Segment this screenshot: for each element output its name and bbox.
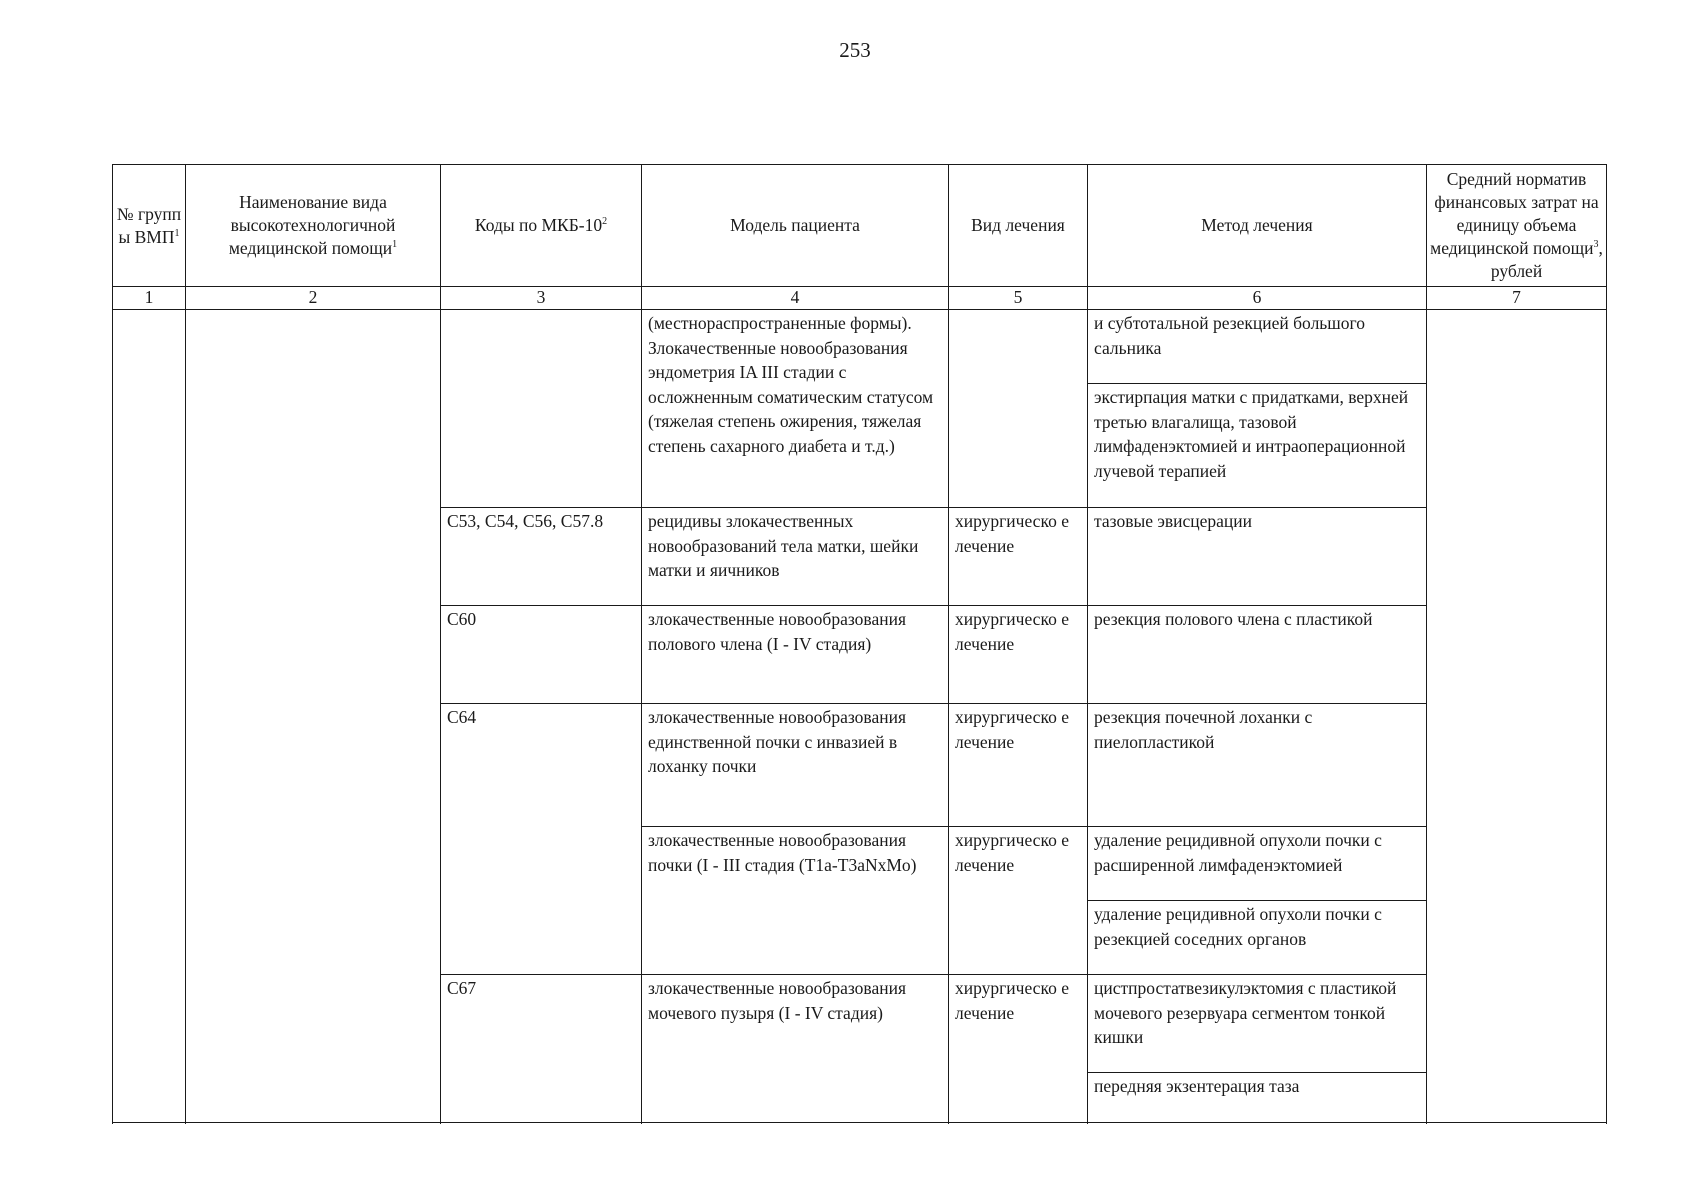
treatment-method-cell: и субтотальной резекцией большого сальника [1088, 310, 1427, 384]
patient-model-cell: злокачественные новообразования почки (I - III стадия (T1a-T3aNxMo) [642, 827, 949, 975]
treatment-method-cell: цистпростатвезикулэктомия с пластикой мочевого резервуара сегментом тонкой кишки [1088, 975, 1427, 1073]
patient-model-cell: злокачественные новообразования мочевого пузыря (I - IV стадия) [642, 975, 949, 1123]
treatment-method-cell: удаление рецидивной опухоли почки с резекцией соседних органов [1088, 901, 1427, 975]
treatment-method-cell: экстирпация матки с придатками, верхней третью влагалища, тазовой лимфаденэктомией и интраоперационной лучевой терапией [1088, 384, 1427, 508]
column-number: 1 [113, 287, 186, 310]
codes-cell: C53, C54, C56, C57.8 [441, 508, 642, 606]
table-row [113, 310, 1607, 384]
treatment-type-cell: хирургическо е лечение [949, 975, 1088, 1123]
header-icd-codes: Коды по МКБ-$10^2$ [441, 165, 642, 287]
patient-model-cell: злокачественные новообразования полового члена (I - IV стадия) [642, 606, 949, 704]
group-number-cell [113, 310, 186, 1123]
header-care-type: Наименование вида высокотехнологичной медицинской помощи$^1$ [186, 165, 441, 287]
patient-model-cell: злокачественные новообразования единственной почки с инвазией в лоханку почки [642, 704, 949, 827]
treatment-method-cell: удаление рецидивной опухоли почки с расширенной лимфаденэктомией [1088, 827, 1427, 901]
codes-cell: C60 [441, 606, 642, 704]
codes-cell: C67 [441, 975, 642, 1123]
column-number: 2 [186, 287, 441, 310]
header-group-number: № групп ы ВМП$^1$ [113, 165, 186, 287]
care-type-cell [186, 310, 441, 1123]
codes-cell [441, 310, 642, 508]
column-number: 4 [642, 287, 949, 310]
vmp-table [112, 164, 1607, 1123]
treatment-method-cell: резекция почечной лоханки с пиелопластикой [1088, 704, 1427, 827]
column-number: 3 [441, 287, 642, 310]
treatment-method-cell: резекция полового члена с пластикой [1088, 606, 1427, 704]
column-number: 6 [1088, 287, 1427, 310]
header-treatment-type: Вид лечения [949, 165, 1088, 287]
treatment-type-cell: хирургическо е лечение [949, 508, 1088, 606]
page-number: 253 [839, 38, 871, 62]
treatment-method-cell: тазовые эвисцерации [1088, 508, 1427, 606]
treatment-type-cell [949, 310, 1088, 508]
column-number-row [113, 287, 1607, 310]
treatment-type-cell: хирургическо е лечение [949, 827, 1088, 975]
patient-model-cell: (местнораспространенные формы). Злокачественные новообразования эндометрия IA III стадии с осложненным соматическим статусом (тяжелая степень ожирения, тяжелая степень сахарного диабета и т.д.) [642, 310, 949, 508]
cost-norm-cell [1427, 310, 1607, 1123]
patient-model-cell: рецидивы злокачественных новообразований тела матки, шейки матки и яичников [642, 508, 949, 606]
treatment-method-cell: передняя экзентерация таза [1088, 1073, 1427, 1123]
header-row [113, 165, 1607, 287]
header-treatment-method: Метод лечения [1088, 165, 1427, 287]
treatment-type-cell: хирургическо е лечение [949, 606, 1088, 704]
treatment-type-cell: хирургическо е лечение [949, 704, 1088, 827]
column-number: 5 [949, 287, 1088, 310]
column-number: 7 [1427, 287, 1607, 310]
codes-cell: C64 [441, 704, 642, 975]
header-cost-norm: Средний норматив финансовых затрат на единицу объема медицинской помощи$^3$, рублей [1427, 165, 1607, 287]
header-patient-model: Модель пациента [642, 165, 949, 287]
